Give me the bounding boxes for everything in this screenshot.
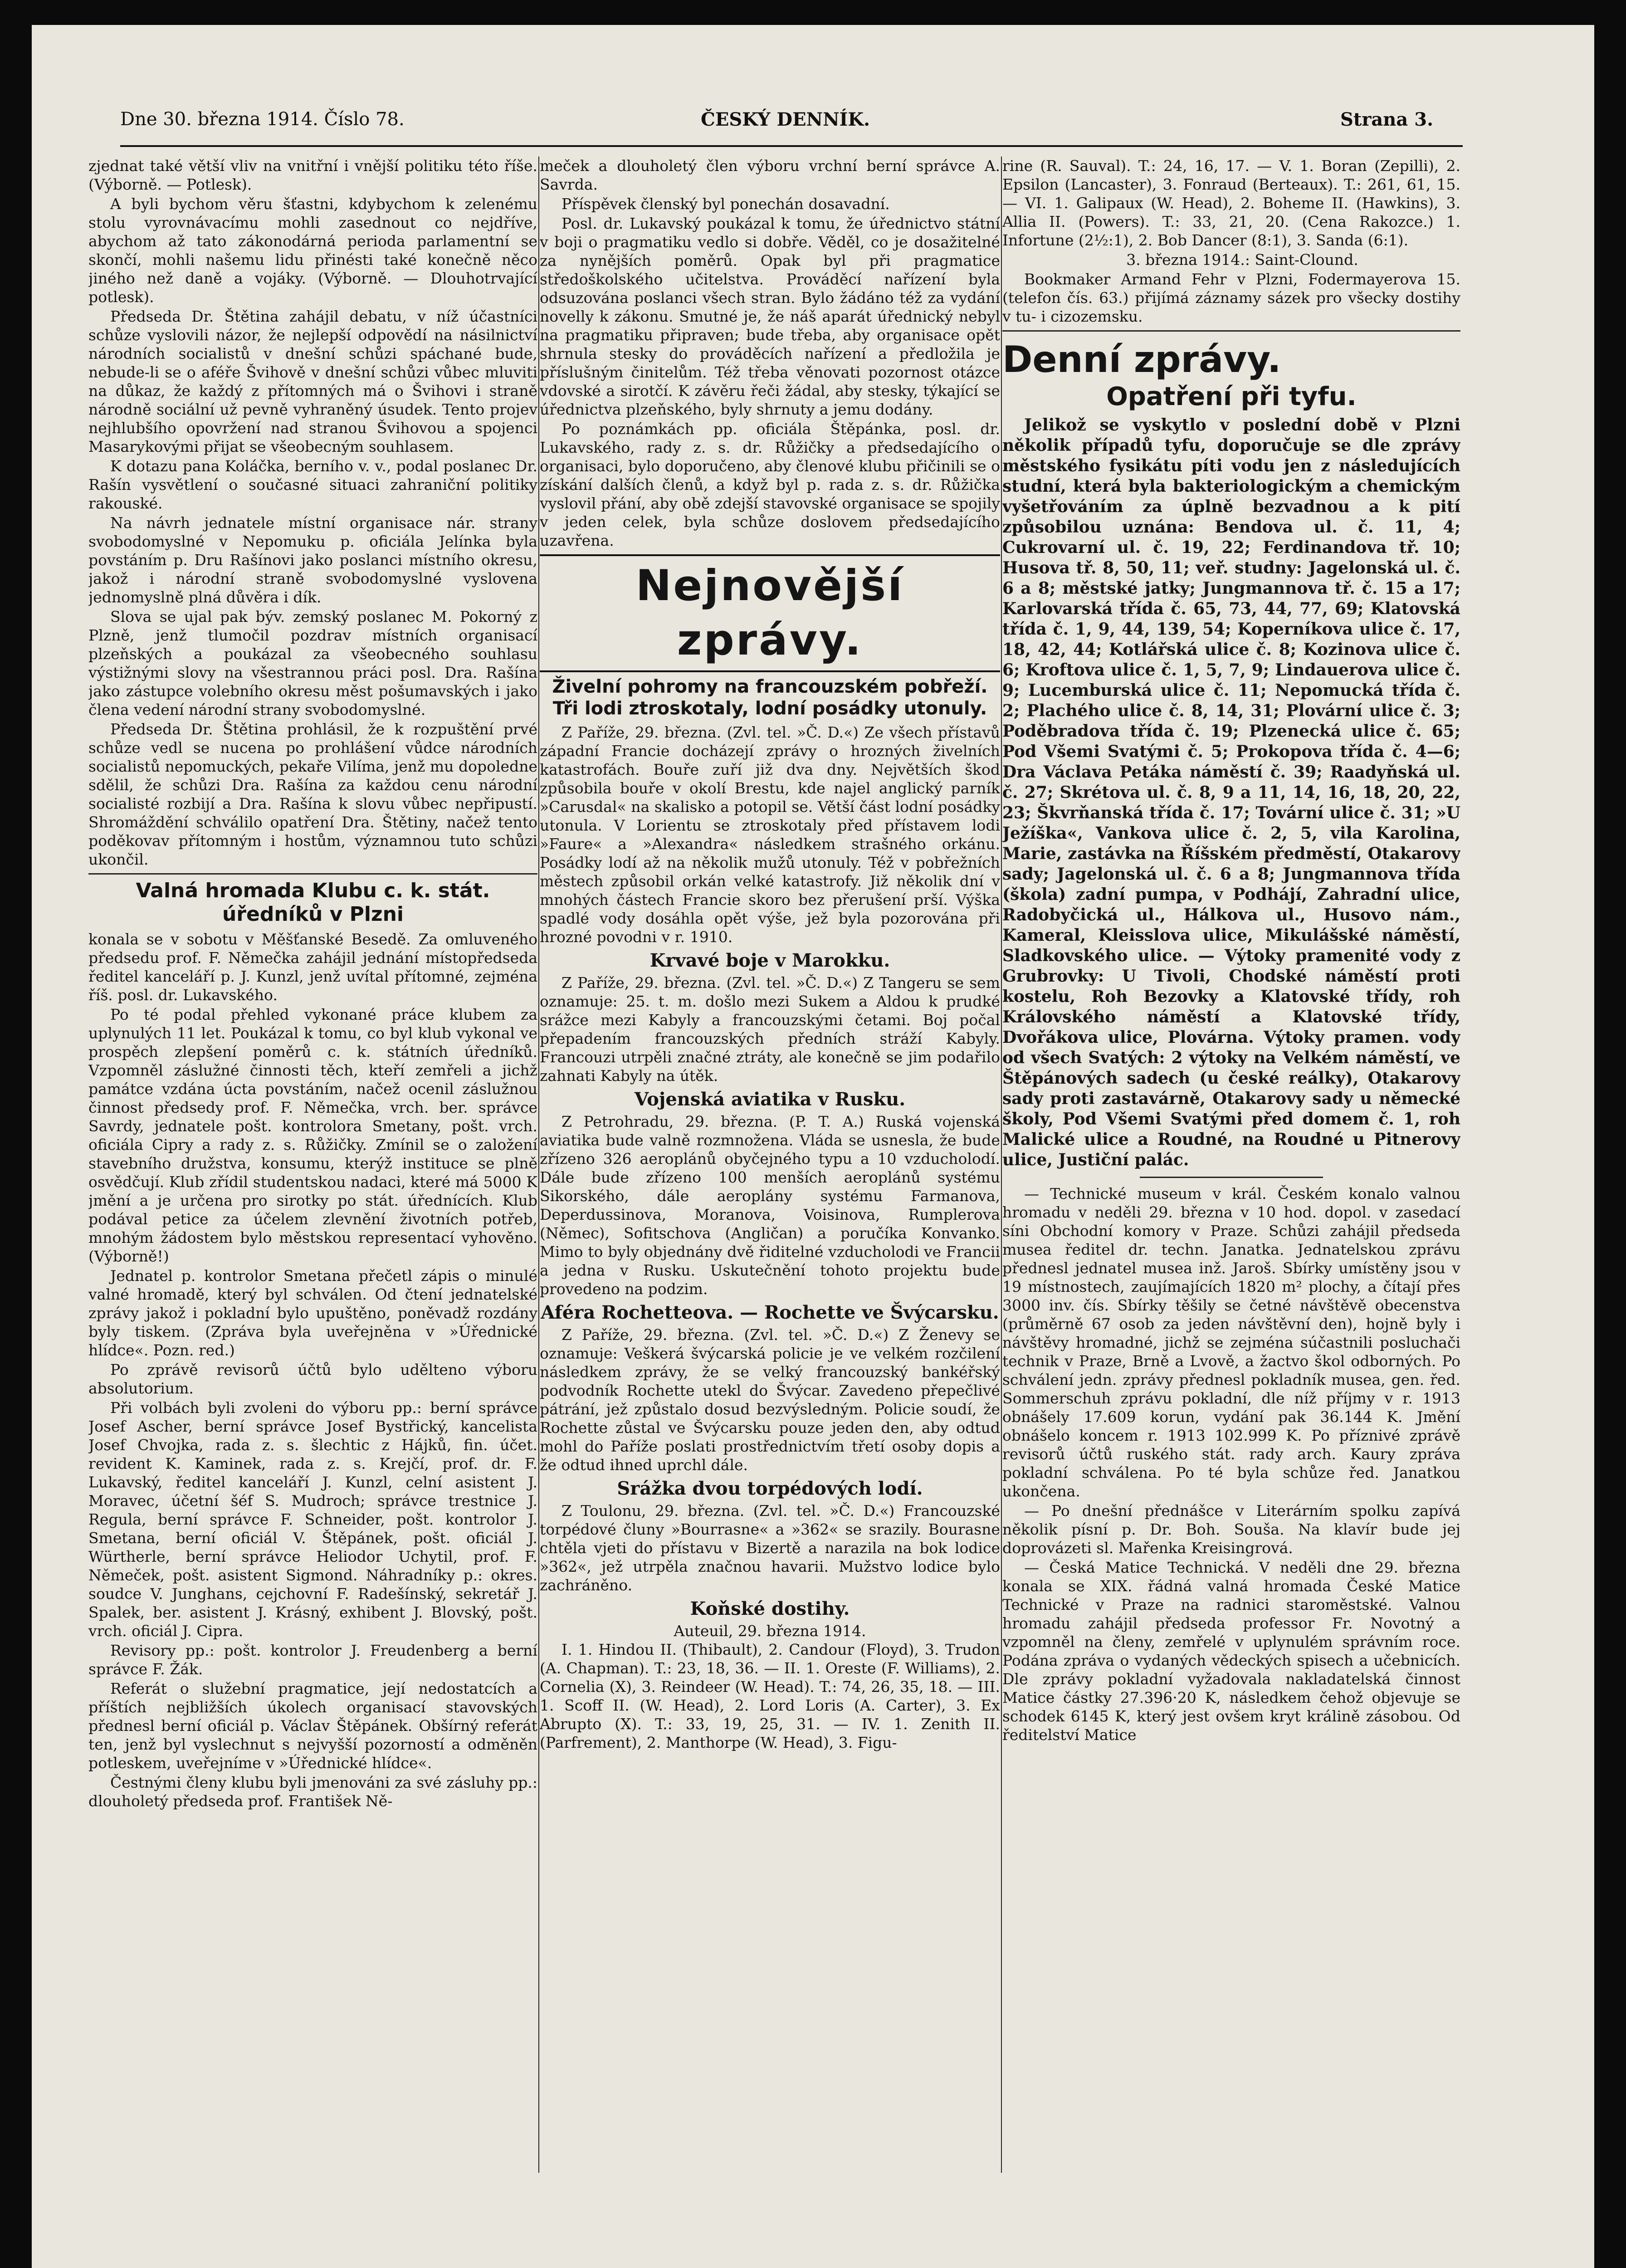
column-3 [1002,156,1460,2173]
article-title-srazka-lodi: Srážka dvou torpédových lodí. [617,1478,923,1499]
banner-nejnovejsi-zpravy: Nejnovější zprávy. [540,554,1000,672]
paragraph: meček a dlouholetý člen výboru vrchní berní správce A. Savrda. [540,157,1000,193]
column-1 [88,156,537,2173]
article-title-opatreni-pri-tyfu: Opatření při tyfu. [1106,382,1357,411]
paragraph: Bookmaker Armand Fehr v Plzni, Fodermayerova 15. (telefon čís. 63.) přijímá záznamy sázek pro všecky dostihy v tu- i cizozemsku. [1002,270,1460,325]
paragraph: Po poznámkách pp. oficiála Štěpánka, posl. dr. Lukavského, rady z. s. dr. Růžičky a předsedajícího o organisaci, bylo doporučeno, aby členové klubu přičinili se o získání dalších členů, a když byl p. rada z. s. dr. Růžička vyslovil přání, aby obě zdejší stavovské organisace se spojily v jeden celek, byla schůze doslovem předsedajícího uzavřena. [540,420,1000,549]
paragraph: Jelikož se vyskytlo v poslední době v Plzni několik případů tyfu, doporučuje se dle zprávy městského fysikátu píti vodu jen z následujících studní, která byla bakteriologickým a chemickým vyšetřováním za úplně bezvadnou a k pití způsobilou uznána: Bendova ul. č. 11, 4; Cukrovarní ul. č. 19, 22; Ferdinandova tř. 10; Husova tř. 8, 50, 11; veř. studny: Jagelonská ul. č. 6 a 8; městské jatky; Jungmannova tř. č. 15 a 17; Karlovarská třída č. 65, 73, 44, 77, 69; Klatovská třída č. 1, 9, 44, 139, 54; Koperníkova ulice č. 17, 18, 42, 44; Kotlářská ulice č. 8; Kozinova ulice č. 6; Kroftova ulice č. 1, 5, 7, 9; Lindauerova ulice č. 9; Lucemburská ulice č. 11; Nepomucká třída č. 2; Plachého ulice č. 8, 14, 31; Plovární ulice č. 3; Poděbradova třída č. 19; Plzenecká ulice č. 65; Pod Všemi Svatými č. 5; Prokopova třída č. 4—6; Dra Václava Petáka náměstí č. 39; Raadyňská ul. č. 27; Skrétova ul. č. 8, 9 a 11, 14, 16, 18, 20, 22, 23; Škvrňanská třída č. 17; Tovární ulice č. 31; »U Ježíška«, Vankova ulice č. 2, 5, vila Karolina, Marie, zastávka na Říšském předměstí, Otakarovy sady; Jagelonská ul. č. 6 a 8; Jungmannova třída (škola) zadní pumpa, v Podhájí, Zahradní ulice, Radobyčická ul., Hálkova ul., Husovo nám., Kameral, Kleisslova ulice, Mikulášské náměstí, Sladkovského ulice. — Výtoky pramenité vody z Grubrovky: U Tivoli, Chodské náměstí proti kostelu, Roh Bezovky a Klatovské třídy, roh Královského náměstí a Klatovské třídy, Dvořákova ulice, Plovárna. Výtoky pramen. vody od všech Svatých: 2 výtoky na Velkém náměstí, ve Štěpánových sadech (u české reálky), Otakarovy sady proti zastavárně, Otakarovy sady u německé školy, Pod Všemi Svatými před domem č. 1, roh Malické ulice a Roudné, na Roudné u Pitnerovy ulice, Justiční palác. [1002,415,1460,1169]
paragraph: — Technické museum v král. Českém konalo valnou hromadu v neděli 29. března v 10 hod. dopol. v zasedací síni Obchodní komory v Praze. Schůzi zahájil předseda musea ředitel dr. techn. Janatka. Jednatelskou zprávu přednesl jednatel musea inž. Jaroš. Sbírky umístěny jsou v 19 místnostech, zaujímajících 1820 m² plochy, a čítají přes 3000 inv. čís. Sbírky těšily se četné návštěvě obecenstva (průměrně 67 osob za jeden návštěvní den), hojně byly i návštěvy hromadné, jichž se zejména súčastnili posluchači technik v Praze, Brně a Lvově, a žactvo škol odborných. Po schválení jedn. zprávy přednesl pokladník musea, gen. řed. Sommerschuh zprávu pokladní, dle níž příjmy v r. 1913 obnášely 17.609 korun, vydání pak 36.144 K. Jmění obnášelo koncem r. 1913 102.999 K. Po příznivé zprávě revisorů účtů ruského stát. rady arch. Kaury zpráva pokladní schválena. Po té byla schůze řed. Janatkou ukončena. [1002,1185,1460,1500]
paragraph: Po zprávě revisorů účtů bylo udělteno výboru absolutorium. [88,1361,537,1397]
paragraph: Slova se ujal pak býv. zemský poslanec M. Pokorný z Plzně, jenž tlumočil pozdrav místních organisací plzeňských a poukázal za všeobecného souhlasu výstižnými slovy na všestrannou práci posl. Dra. Rašína jako zástupce volebního okresu měst pošumavských i jako člena vedení národní strany svobodomyslné. [88,608,537,719]
paragraph: Z Toulonu, 29. března. (Zvl. tel. »Č. D.«) Francouzské torpédové čluny »Bourrasne« a »362« se srazily. Bourasne chtěla vjeti do přístavu v Bizertě a narazila na bok lodice »362«, jež utrpěla značnou havarii. Mužstvo lodice bylo zachráněno. [540,1502,1000,1594]
column-2 [540,156,1000,2173]
paragraph: zjednat také větší vliv na vnitřní i vnější politiku této říše. (Výborně. — Potlesk). [88,157,537,193]
column-divider-1 [538,156,539,2173]
paragraph: Při volbách byli zvoleni do výboru pp.: berní správce Josef Ascher, berní správce Josef Bystřický, kancelista Josef Chvojka, rada z. s. šlechtic z Hájků, fin. účet. revident K. Kaminek, rada z. s. Krejčí, prof. dr. F. Lukavský, ředitel kanceláří J. Kunzl, celní asistent J. Moravec, účetní šéf S. Mudroch; správce trestnice J. Regula, berní správce F. Schneider, pošt. kontrolor J. Smetana, berní oficiál V. Štěpánek, pošt. oficiál J. Würtherle, berní správce Heliodor Uchytil, prof. F. Němeček, pošt. asistent Sigmond. Náhradníky p.: okres. soudce V. Junghans, cejchovní F. Radešínský, sekretář J. Spalek, ber. asistent J. Krásný, exhibent J. Blovský, pošt. vrch. oficiál J. Cipra. [88,1399,537,1640]
section-rule [1140,1177,1323,1178]
article-title-zivelni-pohromy: Živelní pohromy na francouzském pobřeží. Tři lodi ztroskotaly, lodní posádky utonuly. [552,676,988,719]
newspaper-page [32,25,1594,2268]
paragraph: — Česká Matice Technická. V neděli dne 29. března konala se XIX. řádná valná hromada České Matice Technické v Praze na radnici staroměstské. Valnou hromadu zahájil předseda professor Fr. Novotný a vzpomněl na členy, zemřelé v uplynulém správním roce. Podána zpráva o vydaných vědeckých spisech a učebnicích. Dle zprávy pokladní vyžadovala nakladatelská činnost Matice částky 27.396·20 K, následkem čehož objevuje se schodek 6145 K, který jest ovšem kryt králině zásobou. Od ředitelství Matice [1002,1559,1460,1744]
column-divider-2 [1001,156,1002,2173]
article-title-afera-rochetteova: Aféra Rochetteova. — Rochette ve Švýcarsku. [541,1302,999,1323]
paragraph: K dotazu pana Koláčka, berního v. v., podal poslanec Dr. Rašín vysvětlení o současné situaci zahraniční politiky rakouské. [88,457,537,512]
paragraph: Předseda Dr. Štětina zahájil debatu, v níž účastníci schůze vyslovili názor, že nejlepší odpovědí na násilnictví národních socialistů v dnešní schůzi spáchané bude, nebude-li se o aféře Švihově v dnešní schůzi vůbec mluviti na důkaz, že každý z přítomných má o Švihovi i straně národně sociální už pevně vyhraněný úsudek. Tento projev nejhlubšího opovržení nad stranou Švihovou a spojenci Masarykovými přijat se všeobecným souhlasem. [88,308,537,455]
paragraph: Na návrh jednatele místní organisace nár. strany svobodomyslné v Nepomuku p. oficiála Jelínka byla povstáním p. Dru Rašínovi jako poslanci místního okresu, jakož i národní straně svobodomyslné vyslovena jednomyslně plná důvěra i dík. [88,514,537,606]
paragraph: Posl. dr. Lukavský poukázal k tomu, že úřednictvo státní v boji o pragmatiku vedlo si dobře. Věděl, co je dosažitelné za nynějších poměrů. Opak byl při pragmatice středoškolského učitelstva. Prováděcí nařízení byla odsuzována poslanci všech stran. Bylo žádáno též za vydání novelly k zákonu. Smutné je, že náš aparát úřednický nebyl na pragmatiku připraven; bude třeba, aby organisace opět shrnula stesky do prováděcích nařízení a předložila je příslušným činitelům. Též třeba věnovati pozornost otázce vdovské a sirotčí. K závěru řeči žádal, aby stesky, týkající se úřednictva plzeňského, byly shrnuty a jemu dodány. [540,215,1000,418]
paragraph: — Po dnešní přednášce v Literárním spolku zapívá několik písní p. Dr. Boh. Souša. Na klavír bude jej doprovázeti sl. Mařenka Kreisingrová. [1002,1502,1460,1557]
article-title-krvave-boje: Krvavé boje v Marokku. [649,950,890,971]
paragraph: Z Paříže, 29. března. (Zvl. tel. »Č. D.«) Z Tangeru se sem oznamuje: 25. t. m. došlo mezi Sukem a Aldou k prudké srážce mezi Kabyly a francouzskými četami. Boj počal přepadením francouzských předních stráží Kabyly. Francouzi utrpěli značné ztráty, ale konečně se jim podařilo zahnati Kabyly na útěk. [540,974,1000,1085]
paragraph: Čestnými členy klubu byli jmenováni za své zásluhy pp.: dlouholetý předseda prof. František Ně- [88,1774,537,1810]
paragraph: Příspěvek členský byl ponechán dosavadní. [562,195,890,213]
section-rule [1002,330,1460,332]
section-rule [88,873,537,875]
header-rule [120,145,1463,147]
typhus-notice [1002,415,1460,1170]
paragraph: 3. března 1914.: Saint-Clound. [1126,251,1358,269]
article-title-vojenska-aviatika: Vojenská aviatika v Rusku. [634,1089,906,1110]
paragraph: Revisory pp.: pošt. kontrolor J. Freudenberg a berní správce F. Žák. [88,1642,537,1678]
paragraph: Po té podal přehled vykonané práce klubem za uplynulých 11 let. Poukázal k tomu, co byl klub vykonal ve prospěch zlepšení poměrů c. k. státních úředníků. Vzpomněl záslužné činnosti těch, kteří zemřeli a jichž památce vzdána úcta povstáním, načež ocenil záslužnou činnost předsedy prof. F. Němečka, vrch. ber. správce Savrdy, jednatele pošt. kontrolora Smetany, pošt. vrch. oficiála Cipry a rady z. s. Růžičky. Zmínil se o založení stavebního družstva, konsumu, kterýž instituce se plně osvědčují. Klub zřídil studentskou nadaci, které má 5000 K jmění a je určena pro sirotky po stát. úřednících. Klub podával petice za účelem zlevnění životních potřeb, mnohým žádostem bylo městskou representací vyhověno. (Výborně!) [88,1006,537,1265]
paragraph: I. 1. Hindou II. (Thibault), 2. Candour (Floyd), 3. Trudon (A. Chapman). T.: 23, 18, 36. — II. 1. Oreste (F. Williams), 2. Cornelia (X), 3. Reindeer (W. Head). T.: 74, 26, 35, 18. — III. 1. Scoff II. (W. Head), 2. Lord Loris (A. Carter), 3. Ex Abrupto (X). T.: 33, 19, 25, 31. — IV. 1. Zenith II. (Parfrement), 2. Manthorpe (W. Head), 3. Figu- [540,1641,1000,1751]
paper-name: ČESKÝ DENNÍK. [701,109,870,130]
paragraph: Z Petrohradu, 29. března. (P. T. A.) Ruská vojenská aviatika bude valně rozmnožena. Vláda se usnesla, že bude zřízeno 326 aeroplánů obyčejného typu a 10 vzducholodí. Dále bude zřízeno 100 menších aeroplánů systému Sikorského, dále aeroplány systému Farmanova, Deperdussinova, Moranova, Voisinova, Rumplerova (Němec), Sofitschova (Angličan) a poručíka Konvanko. Mimo to byly objednány dvě řiditelné vzducholodi ve Francii a jedna v Rusku. Uskutečnění tohoto projektu bude provedeno na podzim. [540,1113,1000,1298]
issue-date: Dne 30. března 1914. Číslo 78. [120,109,405,130]
article-title-valna-hromada: Valná hromada Klubu c. k. stát. úředníků v Plzni [136,879,490,926]
paragraph: Z Paříže, 29. března. (Zvl. tel. »Č. D.«) Ze všech přístavů západní Francie docházejí zprávy o hrozných živelních katastrofách. Bouře zuří již dva dny. Největších škod způsobila bouře v okolí Brestu, kde najel anglický parník »Carusdal« na skalisko a potopil se. Větší část lodní posádky utonula. V Lorientu se ztroskotaly před přístavem lodi »Faure« a »Alexandra« následkem strašného orkánu. Posádky lodí až na několik mužů utonuly. Též v pobřežních městech způsobil orkán velké katastrofy. Již několik dní v mnohých částech Francie skoro bez přerušení prší. Výška spadlé vody dosáhla opět výše, jež byla pozorována při hrozné povodni v r. 1910. [540,723,1000,946]
paragraph: A byli bychom věru šťastni, kdybychom k zelenému stolu vyrovnávacímu mohli zasednout co nejdříve, abychom až tato zákonodárná perioda parlamentní se skončí, mohli našemu lidu přinésti také konečně něco jiného než daně a vojáky. (Výborně. — Dlouhotrvající potlesk). [88,195,537,306]
paragraph: Referát o služební pragmatice, její nedostatcích a příštích nejbližších úkolech organisací stavovských přednesl berní oficiál p. Václav Štěpánek. Obšírný referát ten, jenž byl vyslechnut s nejvyšší pozorností a odměněn potleskem, uveřejníme v »Úřednické hlídce«. [88,1680,537,1772]
article-title-konske-dostihy: Koňské dostihy. [690,1598,850,1619]
paragraph: Předseda Dr. Štětina prohlásil, že k rozpuštění prvé schůze vedl se nucena po prohlášení vůdce národních socialistů nepomuckých, pekaře Vilíma, jenž mu dopoledne sdělil, že schůzi Dra. Rašína za každou cenu národní socialisté rozbijí a Dra. Rašína k slovu vůbec nepřipustí. Shromáždění schválilo opatření Dra. Štětiny, načež tento poděkovav přítomným i hostům, významnou tuto schůzi ukončil. [88,720,537,868]
paragraph: Jednatel p. kontrolor Smetana přečetl zápis o minulé valné hromadě, který byl schválen. Od čtení jednatelské zprávy jakož i pokladní bylo upuštěno, poněvadž rozdány byly tiskem. (Zpráva byla uveřejněna v »Úřednické hlídce«. Pozn. red.) [88,1267,537,1359]
banner-denni-zpravy: Denní zprávy. [1002,338,1281,381]
paragraph: rine (R. Sauval). T.: 24, 16, 17. — V. 1. Boran (Zepilli), 2. Epsilon (Lancaster), 3. Fonraud (Berteaux). T.: 261, 61, 15. — VI. 1. Galipaux (W. Head), 2. Boheme II. (Hawkins), 3. Allia II. (Powers). T.: 33, 21, 20. (Cena Rakozce.) 1. Infortune (2½:1), 2. Bob Dancer (8:1), 3. Sanda (6:1). [1002,157,1460,249]
paragraph: konala se v sobotu v Měšťanské Besedě. Za omluveného předsedu prof. F. Němečka zahájil jednání místopředseda ředitel kanceláří p. J. Kunzl, jenž uvítal přítomné, zejména říš. posl. dr. Lukavského. [88,930,537,1004]
paragraph: Z Paříže, 29. března. (Zvl. tel. »Č. D.«) Z Ženevy se oznamuje: Veškerá švýcarská policie je ve velkém rozčilení následkem zprávy, že se velký francouzský bankéřský podvodník Rochette utekl do Švýcar. Zavedeno přepečlivé pátrání, jež způstalo dosud bezvýsledným. Policie soudí, že Rochette zůstal ve Švýcarsku pouze jeden den, aby odtud mohl do Paříže poslati prostřednictvím třetí osoby dopis a že odtud ihned uprchl dále. [540,1326,1000,1474]
page-number: Strana 3. [1340,109,1433,130]
dostihy-dateline: Auteuil, 29. března 1914. [674,1622,866,1640]
page-header [120,100,1433,141]
